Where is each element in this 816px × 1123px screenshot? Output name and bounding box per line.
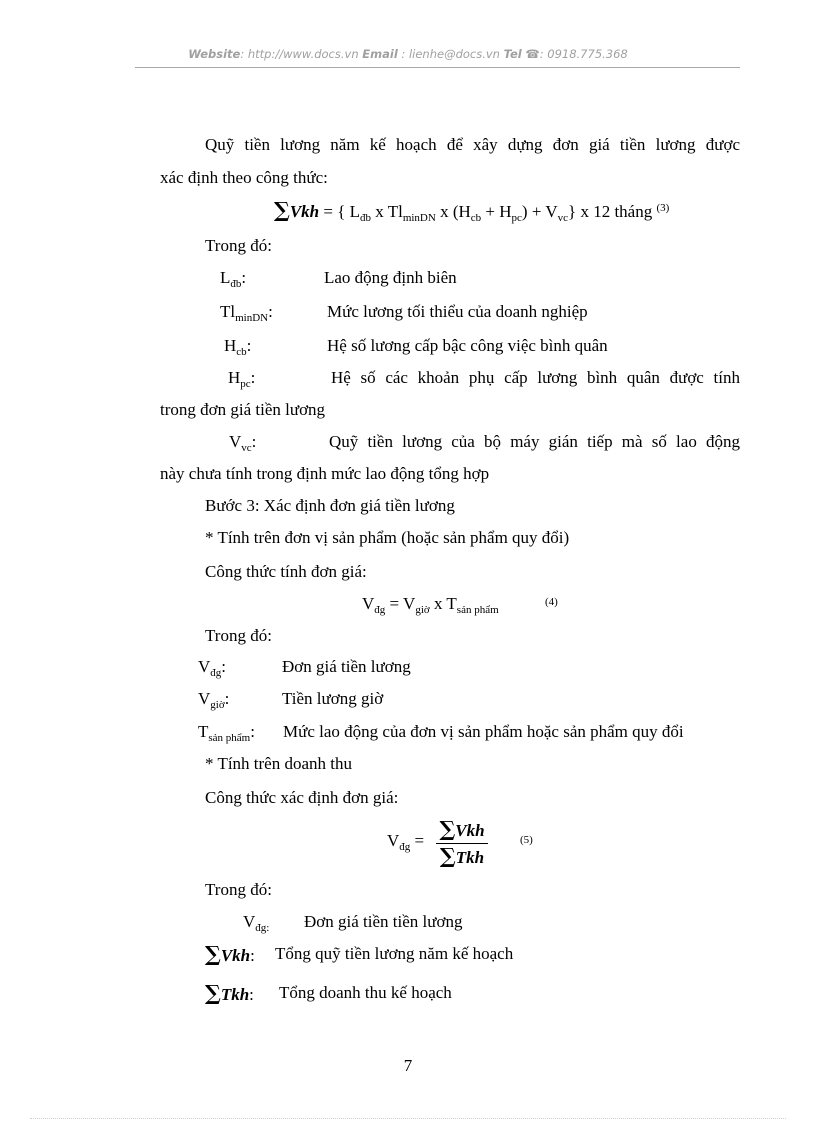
definition-text: Đơn giá tiền lương bbox=[282, 657, 411, 676]
formula-intro: Công thức xác định đơn giá: bbox=[205, 788, 399, 807]
phone-icon: ☎ bbox=[525, 47, 540, 61]
website-value: : http://www.docs.vn bbox=[240, 47, 359, 61]
email-value: : lienhe@docs.vn bbox=[401, 47, 500, 61]
tel-label: Tel bbox=[503, 47, 522, 61]
definition-text-cont: trong đơn giá tiền lương bbox=[160, 400, 326, 419]
formula-number: (3) bbox=[656, 202, 670, 214]
website-label: Website bbox=[188, 47, 241, 61]
definition-text: Hệ số lương cấp bậc công việc bình quân bbox=[327, 336, 608, 355]
definition-symbol: $T_{sản phẩm}$: bbox=[198, 722, 255, 744]
definition-symbol: ∑Vkh: bbox=[205, 941, 255, 966]
definition-text: Mức lao động của đơn vị sản phẩm hoặc sản phẩm quy đổi bbox=[283, 722, 684, 741]
definition-text: Tổng doanh thu kế hoạch bbox=[279, 983, 452, 1002]
definition-symbol: $H_{cb}$: bbox=[224, 336, 252, 358]
formula-number: (5) bbox=[520, 834, 533, 846]
formula-5-lhs: $V_{đg}$ = bbox=[387, 831, 425, 853]
formula-intro: Công thức tính đơn giá: bbox=[205, 562, 367, 581]
page-number: 7 bbox=[403, 1056, 413, 1075]
definition-text: Lao động định biên bbox=[324, 268, 457, 287]
page-bottom-divider bbox=[30, 1118, 786, 1119]
definition-text: Đơn giá tiền tiền lương bbox=[304, 912, 463, 931]
email-label: Email bbox=[362, 47, 398, 61]
bullet-line: * Tính trên đơn vị sản phẩm (hoặc sản phẩm quy đổi) bbox=[205, 528, 570, 547]
heading-trong-do: Trong đó: bbox=[205, 880, 272, 899]
formula-5-fraction bbox=[436, 818, 488, 869]
sigma-symbol: ∑ bbox=[274, 197, 290, 222]
page-header bbox=[0, 47, 816, 61]
definition-text: Tiền lương giờ bbox=[282, 689, 384, 708]
definition-text: Tổng quỹ tiền lương năm kế hoạch bbox=[275, 944, 514, 963]
bullet-line: * Tính trên doanh thu bbox=[205, 754, 352, 773]
definition-symbol: $V_{vc}$: bbox=[229, 432, 257, 454]
heading-trong-do: Trong đó: bbox=[205, 236, 272, 255]
fraction-numerator: ∑Vkh bbox=[439, 816, 485, 841]
step-heading: Bước 3: Xác định đơn giá tiền lương bbox=[205, 496, 455, 515]
definition-symbol: $V_{đg}$: bbox=[198, 657, 227, 679]
definition-text: Quỹ tiền lương của bộ máy gián tiếp mà số lao động bbox=[329, 432, 740, 451]
formula-4: $V_{đg} = V_{giờ}$ x $T_{sản phẩm}$ bbox=[362, 594, 499, 616]
definition-symbol: $V_{đg:}$ bbox=[243, 912, 270, 934]
definition-symbol: $H_{pc}$: bbox=[228, 368, 256, 390]
definition-text-cont: này chưa tính trong định mức lao động tổng hợp bbox=[160, 464, 490, 483]
definition-symbol: $L_{đb}$: bbox=[220, 268, 247, 290]
header-divider bbox=[135, 67, 740, 68]
definition-text: Mức lương tối thiểu của doanh nghiệp bbox=[327, 302, 588, 321]
definition-text: Hệ số các khoản phụ cấp lương bình quân được tính bbox=[331, 368, 740, 387]
paragraph-line: xác định theo công thức: bbox=[160, 168, 328, 187]
formula-number: (4) bbox=[545, 596, 558, 608]
definition-symbol: ∑Tkh: bbox=[205, 980, 254, 1005]
heading-trong-do: Trong đó: bbox=[205, 626, 272, 645]
formula-3: ∑Vkh = { $L_{đb}$ x $Tl_{minDN}$ x $(H_{cb} + H_{pc}) + V_{vc}$} x 12 tháng $^{(3)}$ bbox=[274, 197, 670, 224]
tel-value: : 0918.775.368 bbox=[539, 47, 628, 61]
definition-symbol: $V_{giờ}$: bbox=[198, 689, 230, 711]
paragraph-line: Quỹ tiền lương năm kế hoạch để xây dựng đơn giá tiền lương được bbox=[205, 135, 740, 154]
definition-symbol: $Tl_{minDN}$: bbox=[220, 302, 273, 324]
fraction-denominator: ∑Tkh bbox=[439, 843, 485, 868]
